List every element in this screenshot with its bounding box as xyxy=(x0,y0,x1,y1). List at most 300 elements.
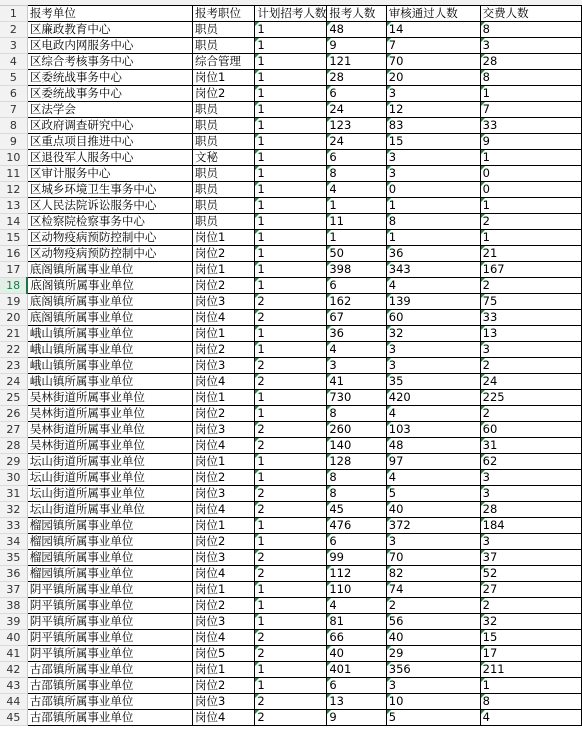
table-row[interactable] xyxy=(0,230,582,246)
row-number[interactable]: 18 xyxy=(0,278,27,294)
table-cell[interactable]: 岗位1 xyxy=(193,518,255,534)
table-cell[interactable]: 5 xyxy=(386,486,480,502)
table-cell[interactable]: 24 xyxy=(327,134,386,150)
spreadsheet-grid[interactable] xyxy=(0,5,582,726)
table-cell[interactable]: 1 xyxy=(255,262,327,278)
row-number[interactable]: 5 xyxy=(0,70,27,86)
column-header-cell[interactable]: 报考单位 xyxy=(27,6,192,22)
table-cell[interactable]: 24 xyxy=(327,102,386,118)
table-cell[interactable]: 3 xyxy=(480,342,581,358)
table-cell[interactable]: 420 xyxy=(386,390,480,406)
row-number[interactable]: 35 xyxy=(0,550,27,566)
table-row[interactable] xyxy=(0,406,582,422)
table-cell[interactable]: 1 xyxy=(255,134,327,150)
table-row[interactable] xyxy=(0,678,582,694)
table-cell[interactable]: 476 xyxy=(327,518,386,534)
table-cell[interactable]: 74 xyxy=(386,582,480,598)
table-cell[interactable]: 36 xyxy=(327,326,386,342)
table-cell[interactable]: 1 xyxy=(255,406,327,422)
table-cell[interactable]: 岗位3 xyxy=(193,486,255,502)
table-cell[interactable]: 区城乡环境卫生事务中心 xyxy=(27,182,192,198)
table-cell[interactable]: 139 xyxy=(386,294,480,310)
table-cell[interactable]: 1 xyxy=(255,150,327,166)
table-cell[interactable]: 1 xyxy=(255,86,327,102)
table-cell[interactable]: 职员 xyxy=(193,182,255,198)
table-cell[interactable]: 3 xyxy=(480,534,581,550)
table-cell[interactable]: 2 xyxy=(255,502,327,518)
table-cell[interactable]: 56 xyxy=(386,614,480,630)
table-row[interactable] xyxy=(0,134,582,150)
table-cell[interactable]: 70 xyxy=(386,550,480,566)
table-cell[interactable]: 阴平镇所属事业单位 xyxy=(27,582,192,598)
table-cell[interactable]: 岗位3 xyxy=(193,550,255,566)
row-number[interactable]: 7 xyxy=(0,102,27,118)
table-cell[interactable]: 1 xyxy=(386,230,480,246)
table-cell[interactable]: 区电政内网服务中心 xyxy=(27,38,192,54)
table-cell[interactable]: 吴林街道所属事业单位 xyxy=(27,438,192,454)
table-cell[interactable]: 4 xyxy=(480,710,581,726)
table-row[interactable] xyxy=(0,310,582,326)
table-cell[interactable]: 33 xyxy=(480,118,581,134)
table-cell[interactable]: 榴园镇所属事业单位 xyxy=(27,550,192,566)
table-cell[interactable]: 区重点项目推进中心 xyxy=(27,134,192,150)
row-number[interactable]: 16 xyxy=(0,246,27,262)
table-cell[interactable]: 3 xyxy=(386,86,480,102)
table-cell[interactable]: 2 xyxy=(255,422,327,438)
table-cell[interactable]: 岗位1 xyxy=(193,390,255,406)
table-cell[interactable]: 8 xyxy=(480,694,581,710)
row-number[interactable]: 3 xyxy=(0,38,27,54)
table-cell[interactable]: 坛山街道所属事业单位 xyxy=(27,502,192,518)
table-cell[interactable]: 峨山镇所属事业单位 xyxy=(27,374,192,390)
column-header-cell[interactable]: 计划招考人数 xyxy=(255,6,327,22)
table-cell[interactable]: 吴林街道所属事业单位 xyxy=(27,422,192,438)
row-number[interactable]: 30 xyxy=(0,470,27,486)
table-cell[interactable]: 1 xyxy=(255,22,327,38)
table-cell[interactable]: 职员 xyxy=(193,214,255,230)
table-cell[interactable]: 古邵镇所属事业单位 xyxy=(27,662,192,678)
table-cell[interactable]: 岗位2 xyxy=(193,278,255,294)
row-number[interactable]: 12 xyxy=(0,182,27,198)
table-cell[interactable]: 峨山镇所属事业单位 xyxy=(27,358,192,374)
table-row[interactable] xyxy=(0,470,582,486)
table-cell[interactable]: 3 xyxy=(327,358,386,374)
table-cell[interactable]: 20 xyxy=(386,70,480,86)
table-cell[interactable]: 225 xyxy=(480,390,581,406)
table-cell[interactable]: 1 xyxy=(255,54,327,70)
row-number[interactable]: 6 xyxy=(0,86,27,102)
table-cell[interactable]: 32 xyxy=(480,614,581,630)
table-cell[interactable]: 28 xyxy=(480,54,581,70)
table-cell[interactable]: 9 xyxy=(480,134,581,150)
table-row[interactable] xyxy=(0,710,582,726)
table-row[interactable] xyxy=(0,390,582,406)
table-cell[interactable]: 职员 xyxy=(193,38,255,54)
row-number[interactable]: 15 xyxy=(0,230,27,246)
row-number[interactable]: 31 xyxy=(0,486,27,502)
table-row[interactable] xyxy=(0,70,582,86)
table-cell[interactable]: 岗位3 xyxy=(193,358,255,374)
table-cell[interactable]: 6 xyxy=(327,150,386,166)
table-row[interactable] xyxy=(0,438,582,454)
table-cell[interactable]: 167 xyxy=(480,262,581,278)
table-cell[interactable]: 职员 xyxy=(193,118,255,134)
table-cell[interactable]: 岗位2 xyxy=(193,534,255,550)
table-cell[interactable]: 1 xyxy=(255,518,327,534)
table-row[interactable] xyxy=(0,246,582,262)
table-cell[interactable]: 8 xyxy=(480,70,581,86)
table-cell[interactable]: 1 xyxy=(255,390,327,406)
table-cell[interactable]: 29 xyxy=(386,646,480,662)
table-cell[interactable]: 职员 xyxy=(193,102,255,118)
table-cell[interactable]: 41 xyxy=(327,374,386,390)
table-cell[interactable]: 榴园镇所属事业单位 xyxy=(27,566,192,582)
table-row[interactable] xyxy=(0,566,582,582)
table-row[interactable] xyxy=(0,646,582,662)
table-cell[interactable]: 15 xyxy=(480,630,581,646)
table-cell[interactable]: 底阁镇所属事业单位 xyxy=(27,310,192,326)
table-cell[interactable]: 9 xyxy=(327,710,386,726)
table-cell[interactable]: 3 xyxy=(386,534,480,550)
table-cell[interactable]: 1 xyxy=(255,454,327,470)
row-number[interactable]: 9 xyxy=(0,134,27,150)
table-cell[interactable]: 榴园镇所属事业单位 xyxy=(27,518,192,534)
table-cell[interactable]: 8 xyxy=(327,406,386,422)
table-cell[interactable]: 260 xyxy=(327,422,386,438)
table-cell[interactable]: 3 xyxy=(480,38,581,54)
table-cell[interactable]: 岗位2 xyxy=(193,342,255,358)
table-cell[interactable]: 2 xyxy=(255,310,327,326)
table-cell[interactable]: 2 xyxy=(255,438,327,454)
table-cell[interactable]: 岗位4 xyxy=(193,374,255,390)
table-cell[interactable]: 阴平镇所属事业单位 xyxy=(27,630,192,646)
row-number[interactable]: 32 xyxy=(0,502,27,518)
table-cell[interactable]: 区法学会 xyxy=(27,102,192,118)
table-cell[interactable]: 岗位1 xyxy=(193,582,255,598)
table-cell[interactable]: 1 xyxy=(255,662,327,678)
row-number[interactable]: 40 xyxy=(0,630,27,646)
row-number[interactable]: 25 xyxy=(0,390,27,406)
table-cell[interactable]: 区动物疫病预防控制中心 xyxy=(27,246,192,262)
table-cell[interactable]: 2 xyxy=(480,358,581,374)
table-cell[interactable]: 3 xyxy=(386,150,480,166)
table-cell[interactable]: 3 xyxy=(480,470,581,486)
table-row[interactable] xyxy=(0,182,582,198)
table-cell[interactable]: 6 xyxy=(327,678,386,694)
row-number[interactable]: 34 xyxy=(0,534,27,550)
table-cell[interactable]: 211 xyxy=(480,662,581,678)
row-number[interactable]: 2 xyxy=(0,22,27,38)
table-cell[interactable]: 9 xyxy=(327,38,386,54)
table-cell[interactable]: 峨山镇所属事业单位 xyxy=(27,342,192,358)
row-number[interactable]: 11 xyxy=(0,166,27,182)
table-row[interactable] xyxy=(0,358,582,374)
table-cell[interactable]: 职员 xyxy=(193,22,255,38)
table-cell[interactable]: 1 xyxy=(255,582,327,598)
table-cell[interactable]: 榴园镇所属事业单位 xyxy=(27,534,192,550)
table-cell[interactable]: 128 xyxy=(327,454,386,470)
table-cell[interactable]: 1 xyxy=(327,198,386,214)
table-cell[interactable]: 岗位2 xyxy=(193,598,255,614)
table-cell[interactable]: 岗位1 xyxy=(193,70,255,86)
table-cell[interactable]: 1 xyxy=(255,470,327,486)
table-cell[interactable]: 1 xyxy=(255,198,327,214)
table-cell[interactable]: 岗位4 xyxy=(193,502,255,518)
table-cell[interactable]: 1 xyxy=(255,326,327,342)
table-cell[interactable]: 99 xyxy=(327,550,386,566)
column-header-cell[interactable]: 交费人数 xyxy=(480,6,581,22)
table-cell[interactable]: 2 xyxy=(255,646,327,662)
table-cell[interactable]: 岗位5 xyxy=(193,646,255,662)
table-cell[interactable]: 36 xyxy=(386,246,480,262)
table-row[interactable] xyxy=(0,278,582,294)
table-cell[interactable]: 吴林街道所属事业单位 xyxy=(27,406,192,422)
column-header-cell[interactable]: 报考职位 xyxy=(193,6,255,22)
table-cell[interactable]: 21 xyxy=(480,246,581,262)
table-cell[interactable]: 37 xyxy=(480,550,581,566)
row-number[interactable]: 27 xyxy=(0,422,27,438)
table-row[interactable] xyxy=(0,54,582,70)
table-cell[interactable]: 岗位2 xyxy=(193,86,255,102)
table-cell[interactable]: 62 xyxy=(480,454,581,470)
table-cell[interactable]: 1 xyxy=(480,230,581,246)
table-cell[interactable]: 岗位4 xyxy=(193,438,255,454)
table-cell[interactable]: 坛山街道所属事业单位 xyxy=(27,454,192,470)
table-cell[interactable]: 1 xyxy=(255,534,327,550)
table-cell[interactable]: 古邵镇所属事业单位 xyxy=(27,678,192,694)
table-row[interactable] xyxy=(0,166,582,182)
table-cell[interactable]: 4 xyxy=(386,406,480,422)
table-cell[interactable]: 7 xyxy=(386,38,480,54)
table-cell[interactable]: 4 xyxy=(386,470,480,486)
row-number[interactable]: 29 xyxy=(0,454,27,470)
table-row[interactable] xyxy=(0,614,582,630)
table-cell[interactable]: 区综合考核事务中心 xyxy=(27,54,192,70)
table-row[interactable] xyxy=(0,582,582,598)
row-number[interactable]: 43 xyxy=(0,678,27,694)
table-row[interactable] xyxy=(0,102,582,118)
table-cell[interactable]: 0 xyxy=(386,182,480,198)
table-cell[interactable]: 1 xyxy=(480,198,581,214)
table-cell[interactable]: 2 xyxy=(255,294,327,310)
table-cell[interactable]: 区委统战事务中心 xyxy=(27,86,192,102)
table-cell[interactable]: 11 xyxy=(327,214,386,230)
table-cell[interactable]: 岗位3 xyxy=(193,294,255,310)
table-cell[interactable]: 岗位4 xyxy=(193,310,255,326)
table-cell[interactable]: 730 xyxy=(327,390,386,406)
table-cell[interactable]: 75 xyxy=(480,294,581,310)
row-number[interactable]: 26 xyxy=(0,406,27,422)
table-cell[interactable]: 12 xyxy=(386,102,480,118)
table-row[interactable] xyxy=(0,118,582,134)
table-cell[interactable]: 28 xyxy=(327,70,386,86)
table-cell[interactable]: 3 xyxy=(386,358,480,374)
table-cell[interactable]: 职员 xyxy=(193,134,255,150)
table-row[interactable] xyxy=(0,662,582,678)
table-cell[interactable]: 岗位3 xyxy=(193,694,255,710)
table-cell[interactable]: 2 xyxy=(386,598,480,614)
table-cell[interactable]: 3 xyxy=(480,486,581,502)
table-row[interactable] xyxy=(0,486,582,502)
table-row[interactable] xyxy=(0,518,582,534)
table-cell[interactable]: 1 xyxy=(327,230,386,246)
table-cell[interactable]: 14 xyxy=(386,22,480,38)
table-cell[interactable]: 岗位3 xyxy=(193,614,255,630)
table-cell[interactable]: 2 xyxy=(255,710,327,726)
table-cell[interactable]: 区政府调查研究中心 xyxy=(27,118,192,134)
table-row[interactable] xyxy=(0,374,582,390)
table-cell[interactable]: 区退役军人服务中心 xyxy=(27,150,192,166)
table-cell[interactable]: 13 xyxy=(480,326,581,342)
table-cell[interactable]: 岗位1 xyxy=(193,230,255,246)
table-row[interactable] xyxy=(0,550,582,566)
table-row[interactable] xyxy=(0,86,582,102)
table-cell[interactable]: 28 xyxy=(480,502,581,518)
table-cell[interactable]: 岗位4 xyxy=(193,566,255,582)
table-cell[interactable]: 职员 xyxy=(193,166,255,182)
column-header-cell[interactable]: 报考人数 xyxy=(327,6,386,22)
table-cell[interactable]: 121 xyxy=(327,54,386,70)
table-cell[interactable]: 103 xyxy=(386,422,480,438)
table-cell[interactable]: 10 xyxy=(386,694,480,710)
table-cell[interactable]: 吴林街道所属事业单位 xyxy=(27,390,192,406)
table-cell[interactable]: 1 xyxy=(255,230,327,246)
table-row[interactable] xyxy=(0,502,582,518)
table-row[interactable] xyxy=(0,22,582,38)
table-cell[interactable]: 15 xyxy=(386,134,480,150)
table-cell[interactable]: 5 xyxy=(386,710,480,726)
table-row[interactable] xyxy=(0,422,582,438)
table-cell[interactable]: 1 xyxy=(255,278,327,294)
table-cell[interactable]: 398 xyxy=(327,262,386,278)
row-number[interactable]: 28 xyxy=(0,438,27,454)
table-cell[interactable]: 区人民法院诉讼服务中心 xyxy=(27,198,192,214)
table-cell[interactable]: 文秘 xyxy=(193,150,255,166)
table-row[interactable] xyxy=(0,262,582,278)
table-cell[interactable]: 4 xyxy=(327,598,386,614)
table-cell[interactable]: 2 xyxy=(255,566,327,582)
table-cell[interactable]: 356 xyxy=(386,662,480,678)
row-number[interactable]: 38 xyxy=(0,598,27,614)
table-cell[interactable]: 8 xyxy=(480,22,581,38)
table-cell[interactable]: 岗位2 xyxy=(193,470,255,486)
table-cell[interactable]: 1 xyxy=(255,246,327,262)
table-cell[interactable]: 岗位4 xyxy=(193,710,255,726)
row-number[interactable]: 4 xyxy=(0,54,27,70)
table-cell[interactable]: 区动物疫病预防控制中心 xyxy=(27,230,192,246)
row-number[interactable]: 1 xyxy=(0,6,27,22)
table-cell[interactable]: 底阁镇所属事业单位 xyxy=(27,278,192,294)
table-cell[interactable]: 底阁镇所属事业单位 xyxy=(27,262,192,278)
table-cell[interactable]: 综合管理 xyxy=(193,54,255,70)
table-cell[interactable]: 坛山街道所属事业单位 xyxy=(27,486,192,502)
table-cell[interactable]: 52 xyxy=(480,566,581,582)
table-cell[interactable]: 140 xyxy=(327,438,386,454)
table-cell[interactable]: 坛山街道所属事业单位 xyxy=(27,470,192,486)
table-cell[interactable]: 阴平镇所属事业单位 xyxy=(27,646,192,662)
table-cell[interactable]: 1 xyxy=(255,678,327,694)
table-cell[interactable]: 184 xyxy=(480,518,581,534)
table-cell[interactable]: 区委统战事务中心 xyxy=(27,70,192,86)
table-cell[interactable]: 40 xyxy=(386,502,480,518)
table-row[interactable] xyxy=(0,198,582,214)
table-cell[interactable]: 0 xyxy=(480,166,581,182)
table-cell[interactable]: 401 xyxy=(327,662,386,678)
table-cell[interactable]: 67 xyxy=(327,310,386,326)
table-row[interactable] xyxy=(0,214,582,230)
table-cell[interactable]: 4 xyxy=(327,342,386,358)
table-cell[interactable]: 17 xyxy=(480,646,581,662)
row-number[interactable]: 44 xyxy=(0,694,27,710)
table-cell[interactable]: 372 xyxy=(386,518,480,534)
table-cell[interactable]: 岗位2 xyxy=(193,406,255,422)
table-cell[interactable]: 岗位2 xyxy=(193,678,255,694)
table-cell[interactable]: 2 xyxy=(255,374,327,390)
table-cell[interactable]: 3 xyxy=(386,166,480,182)
row-number[interactable]: 36 xyxy=(0,566,27,582)
table-cell[interactable]: 70 xyxy=(386,54,480,70)
table-cell[interactable]: 40 xyxy=(327,646,386,662)
table-cell[interactable]: 8 xyxy=(327,486,386,502)
table-cell[interactable]: 60 xyxy=(386,310,480,326)
table-cell[interactable]: 2 xyxy=(255,694,327,710)
table-cell[interactable]: 50 xyxy=(327,246,386,262)
table-cell[interactable]: 2 xyxy=(255,550,327,566)
table-cell[interactable]: 2 xyxy=(255,630,327,646)
table-cell[interactable]: 97 xyxy=(386,454,480,470)
table-cell[interactable]: 6 xyxy=(327,534,386,550)
table-cell[interactable]: 4 xyxy=(386,278,480,294)
row-number[interactable]: 33 xyxy=(0,518,27,534)
row-number[interactable]: 22 xyxy=(0,342,27,358)
table-cell[interactable]: 4 xyxy=(327,182,386,198)
table-cell[interactable]: 13 xyxy=(327,694,386,710)
row-number[interactable]: 20 xyxy=(0,310,27,326)
table-cell[interactable]: 岗位1 xyxy=(193,326,255,342)
table-cell[interactable]: 2 xyxy=(255,486,327,502)
table-row[interactable] xyxy=(0,342,582,358)
row-number[interactable]: 42 xyxy=(0,662,27,678)
table-cell[interactable]: 区审计服务中心 xyxy=(27,166,192,182)
table-cell[interactable]: 1 xyxy=(255,118,327,134)
table-cell[interactable]: 3 xyxy=(386,342,480,358)
table-cell[interactable]: 7 xyxy=(480,102,581,118)
table-cell[interactable]: 8 xyxy=(327,166,386,182)
table-row[interactable] xyxy=(0,598,582,614)
table-cell[interactable]: 1 xyxy=(255,166,327,182)
table-cell[interactable]: 1 xyxy=(480,678,581,694)
table-cell[interactable]: 33 xyxy=(480,310,581,326)
table-row[interactable] xyxy=(0,454,582,470)
table-cell[interactable]: 2 xyxy=(480,598,581,614)
row-number[interactable]: 23 xyxy=(0,358,27,374)
table-cell[interactable]: 岗位1 xyxy=(193,262,255,278)
table-cell[interactable]: 1 xyxy=(255,182,327,198)
table-cell[interactable]: 岗位4 xyxy=(193,630,255,646)
table-row[interactable] xyxy=(0,150,582,166)
table-cell[interactable]: 1 xyxy=(255,214,327,230)
table-cell[interactable]: 24 xyxy=(480,374,581,390)
table-row[interactable] xyxy=(0,534,582,550)
table-cell[interactable]: 48 xyxy=(386,438,480,454)
table-cell[interactable]: 60 xyxy=(480,422,581,438)
table-cell[interactable]: 阴平镇所属事业单位 xyxy=(27,614,192,630)
table-cell[interactable]: 1 xyxy=(255,342,327,358)
row-number[interactable]: 19 xyxy=(0,294,27,310)
table-row[interactable] xyxy=(0,294,582,310)
table-cell[interactable]: 1 xyxy=(386,198,480,214)
table-cell[interactable]: 岗位1 xyxy=(193,662,255,678)
